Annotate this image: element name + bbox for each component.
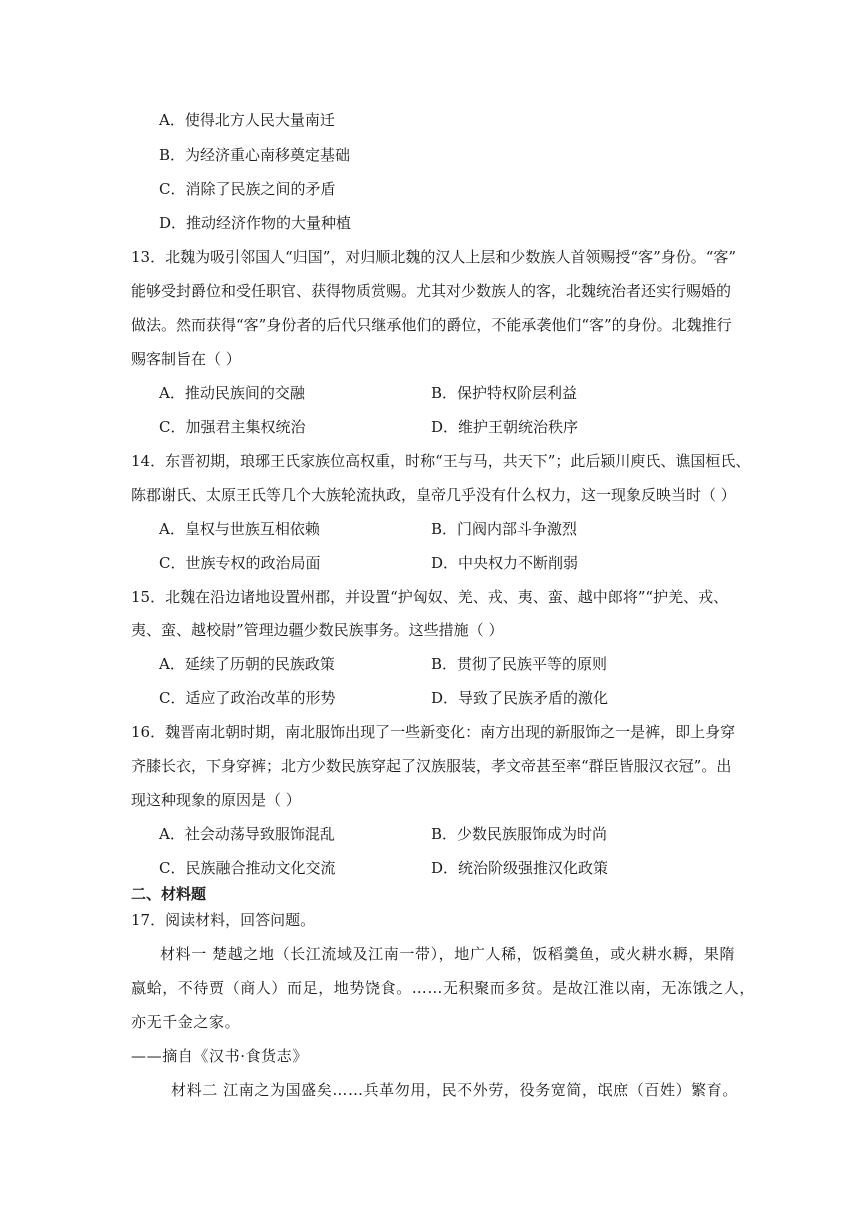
section-heading: 二、材料题: [131, 885, 207, 903]
material-1-line: 亦无千金之家。: [131, 1013, 241, 1031]
q14-option-d: D．中央权力不断削弱: [431, 554, 579, 572]
q12-option-b: B．为经济重心南移奠定基础: [159, 146, 351, 164]
q15-option-b: B．贯彻了民族平等的原则: [431, 655, 608, 673]
q16-option-c: C．民族融合推动文化交流: [159, 859, 336, 877]
q12-option-c: C．消除了民族之间的矛盾: [159, 180, 336, 198]
q16-stem-line: 16．魏晋南北朝时期，南北服饰出现了一些新变化：南方出现的新服饰之一是裤，即上身穿: [131, 723, 736, 741]
q13-option-b: B．保护特权阶层利益: [431, 384, 578, 402]
q13-stem-line: 能够受封爵位和受任职官、获得物质赏赐。尤其对少数族人的客，北魏统治者还实行赐婚的: [131, 282, 732, 300]
q16-option-b: B．少数民族服饰成为时尚: [431, 825, 608, 843]
q15-stem-line: 15．北魏在沿边诸地设置州郡，并设置“护匈奴、羌、戎、夷、蛮、越中郎将”“护羌、戎、: [131, 588, 729, 606]
q17-stem: 17．阅读材料，回答问题。: [131, 911, 316, 929]
q12-option-d: D．推动经济作物的大量种植: [159, 214, 352, 232]
q15-option-c: C．适应了政治改革的形势: [159, 689, 336, 707]
q16-option-d: D．统治阶级强推汉化政策: [431, 859, 609, 877]
q14-option-b: B．门阀内部斗争激烈: [431, 520, 578, 538]
material-1-line: 材料一 楚越之地（长江流域及江南一带），地广人稀，饭稻羹鱼，或火耕水耨，果隋: [160, 945, 736, 963]
q15-option-a: A．延续了历朝的民族政策: [159, 655, 335, 673]
q14-stem-line: 陈郡谢氏、太原王氏等几个大族轮流执政，皇帝几乎没有什么权力，这一现象反映当时（ ）: [131, 486, 736, 504]
q13-stem-line: 13．北魏为吸引邻国人“归国”，对归顺北魏的汉人上层和少数族人首领赐授“客”身份。“客”: [131, 248, 737, 266]
q13-option-d: D．维护王朝统治秩序: [431, 418, 579, 436]
q14-stem-line: 14．东晋初期，琅琊王氏家族位高权重，时称“王与马，共天下”；此后颍川庾氏、谯国桓氏、: [131, 452, 751, 470]
q16-stem-line: 齐膝长衣，下身穿裤；北方少数民族穿起了汉族服装，孝文帝甚至率“群臣皆服汉衣冠”。出: [131, 757, 732, 775]
q14-option-c: C．世族专权的政治局面: [159, 554, 321, 572]
q16-option-a: A．社会动荡导致服饰混乱: [159, 825, 335, 843]
material-2-line: 材料二 江南之为国盛矣……兵革勿用，民不外劳，役务宽简，氓庶（百姓）繁育。: [171, 1081, 738, 1099]
q14-option-a: A．皇权与世族互相依赖: [159, 520, 320, 538]
q13-stem-line: 做法。然而获得“客”身份者的后代只继承他们的爵位，不能承袭他们“客”的身份。北魏推行: [131, 316, 732, 334]
q15-option-d: D．导致了民族矛盾的激化: [431, 689, 609, 707]
q13-option-a: A．推动民族间的交融: [159, 384, 305, 402]
material-1-source: ——摘自《汉书·食货志》: [131, 1047, 308, 1065]
material-1-line: 嬴蛤，不待贾（商人）而足，地势饶食。……无积聚而多贫。是故江淮以南，无冻饿之人，: [131, 979, 756, 997]
q15-stem-line: 夷、蛮、越校尉”管理边疆少数民族事务。这些措施（ ）: [131, 621, 504, 639]
q12-option-a: A．使得北方人民大量南迁: [159, 111, 335, 129]
q13-stem-line: 赐客制旨在（ ）: [131, 350, 241, 368]
q16-stem-line: 现这种现象的原因是（ ）: [131, 791, 301, 809]
q13-option-c: C．加强君主集权统治: [159, 418, 306, 436]
